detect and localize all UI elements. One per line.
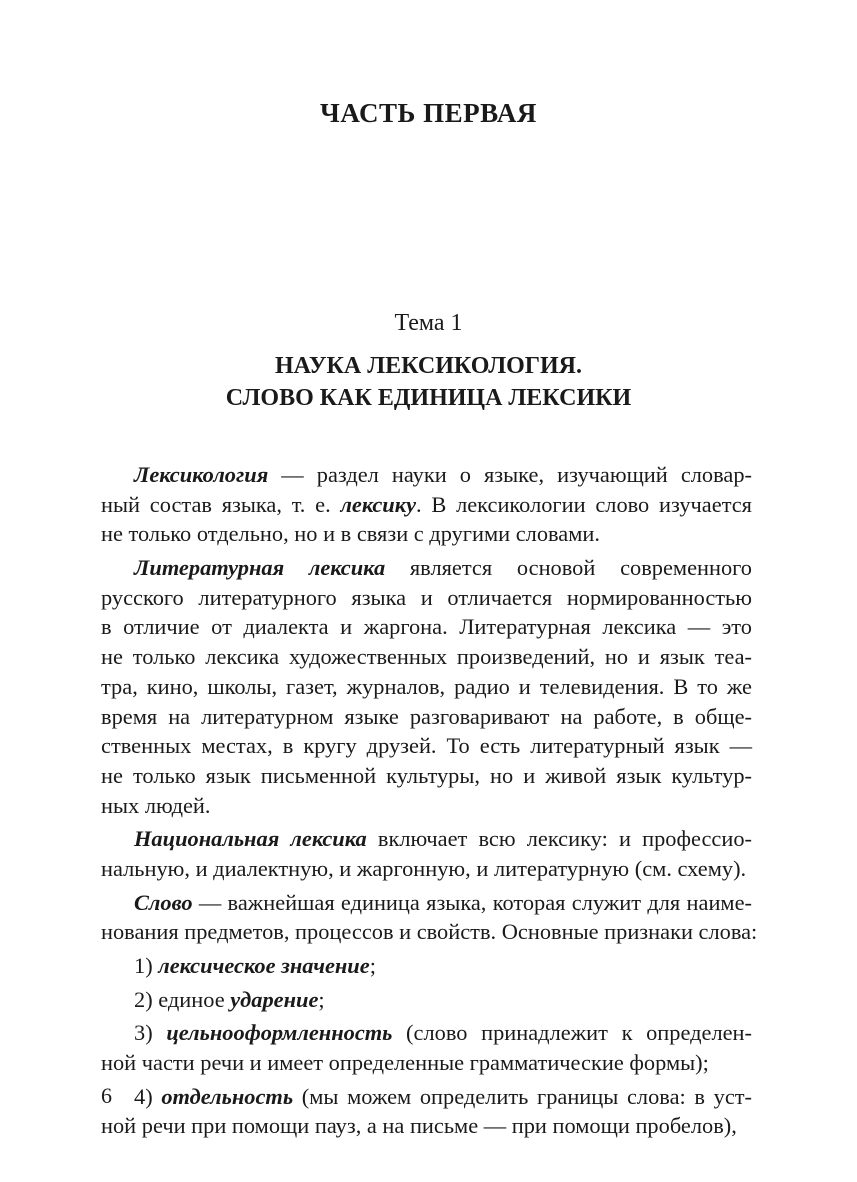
- text-line: 1) лексическое значение;: [134, 953, 376, 978]
- term-national-lexicon: Национальная лексика: [134, 826, 367, 852]
- text-line: тра, кино, школы, газет, журналов, радио и телевидения. В то же: [101, 673, 752, 699]
- paragraph-lexicology: [101, 460, 752, 549]
- text-line: ный состав языка, т. е. лексику. В лексикологии слово изучается: [101, 491, 752, 517]
- text-line: Слово — важнейшая единица языка, которая служит для наиме-: [134, 889, 752, 915]
- term-separateness: отдельность: [161, 1083, 294, 1109]
- term-lexicology: Лексикология: [134, 462, 269, 487]
- text-line: нования предметов, процессов и свойств. Основные признаки слова:: [101, 919, 758, 945]
- page-number: 6: [101, 1083, 112, 1108]
- term-literary-lexicon: Литературная лексика: [134, 555, 386, 581]
- paragraph-word: [101, 888, 758, 947]
- term-lexical-meaning: лексическое значение: [158, 953, 370, 978]
- text-line: ственных местах, в кругу друзей. То есть литературный язык —: [101, 733, 752, 759]
- text-line: не только лексика художественных произведений, но и язык теа-: [101, 644, 752, 670]
- text-line: Литературная лексика является основой современного: [134, 555, 752, 581]
- list-item-2: [101, 985, 752, 1015]
- text-line: не только язык письменной культуры, но и живой язык культур-: [101, 762, 752, 788]
- text-line: не только отдельно, но и в связи с другими словами.: [101, 521, 600, 547]
- text-line: 2) единое ударение;: [134, 986, 325, 1012]
- term-integrity: цельнооформленность: [166, 1020, 393, 1046]
- text-line: русского литературного языка и отличается нормированностью: [101, 584, 752, 610]
- topic-title-line-2: СЛОВО КАК ЕДИНИЦА ЛЕКСИКИ: [225, 385, 632, 411]
- text-line: Национальная лексика включает всю лексику: и профессио-: [134, 826, 752, 852]
- body-text: [101, 460, 758, 1145]
- text-line: 4) отдельность (мы можем определить границы слова: в уст-: [134, 1083, 753, 1109]
- part-title: ЧАСТЬ ПЕРВАЯ: [320, 98, 537, 128]
- text-line: Лексикология — раздел науки о языке, изучающий словар-: [134, 462, 752, 487]
- text-line: ной речи при помощи пауз, а на письме — при помощи пробелов),: [101, 1113, 737, 1139]
- text-line: ных людей.: [101, 792, 211, 818]
- text-line: время на литературном языке разговаривают на работе, в обще-: [101, 703, 752, 729]
- list-item-4: [101, 1082, 752, 1141]
- topic-title: [0, 350, 857, 414]
- paragraph-national-lexicon: [101, 824, 752, 883]
- topic-label: Тема 1: [394, 310, 463, 336]
- term-word: Слово: [134, 889, 193, 915]
- text-line: 3) цельнооформленность (слово принадлежит к определен-: [134, 1020, 752, 1046]
- text-line: в отличие от диалекта и жаргона. Литературная лексика — это: [101, 614, 752, 640]
- topic-title-line-1: НАУКА ЛЕКСИКОЛОГИЯ.: [274, 353, 583, 379]
- paragraph-literary-lexicon: [101, 553, 752, 820]
- list-item-1: [101, 951, 752, 981]
- text-line: ной части речи и имеет определенные грамматические формы);: [101, 1050, 709, 1076]
- term-stress: ударение: [230, 986, 319, 1012]
- term-lexicon: лексику: [340, 491, 417, 517]
- text-line: нальную, и диалектную, и жаргонную, и литературную (см. схему).: [101, 855, 747, 881]
- list-item-3: [101, 1018, 752, 1077]
